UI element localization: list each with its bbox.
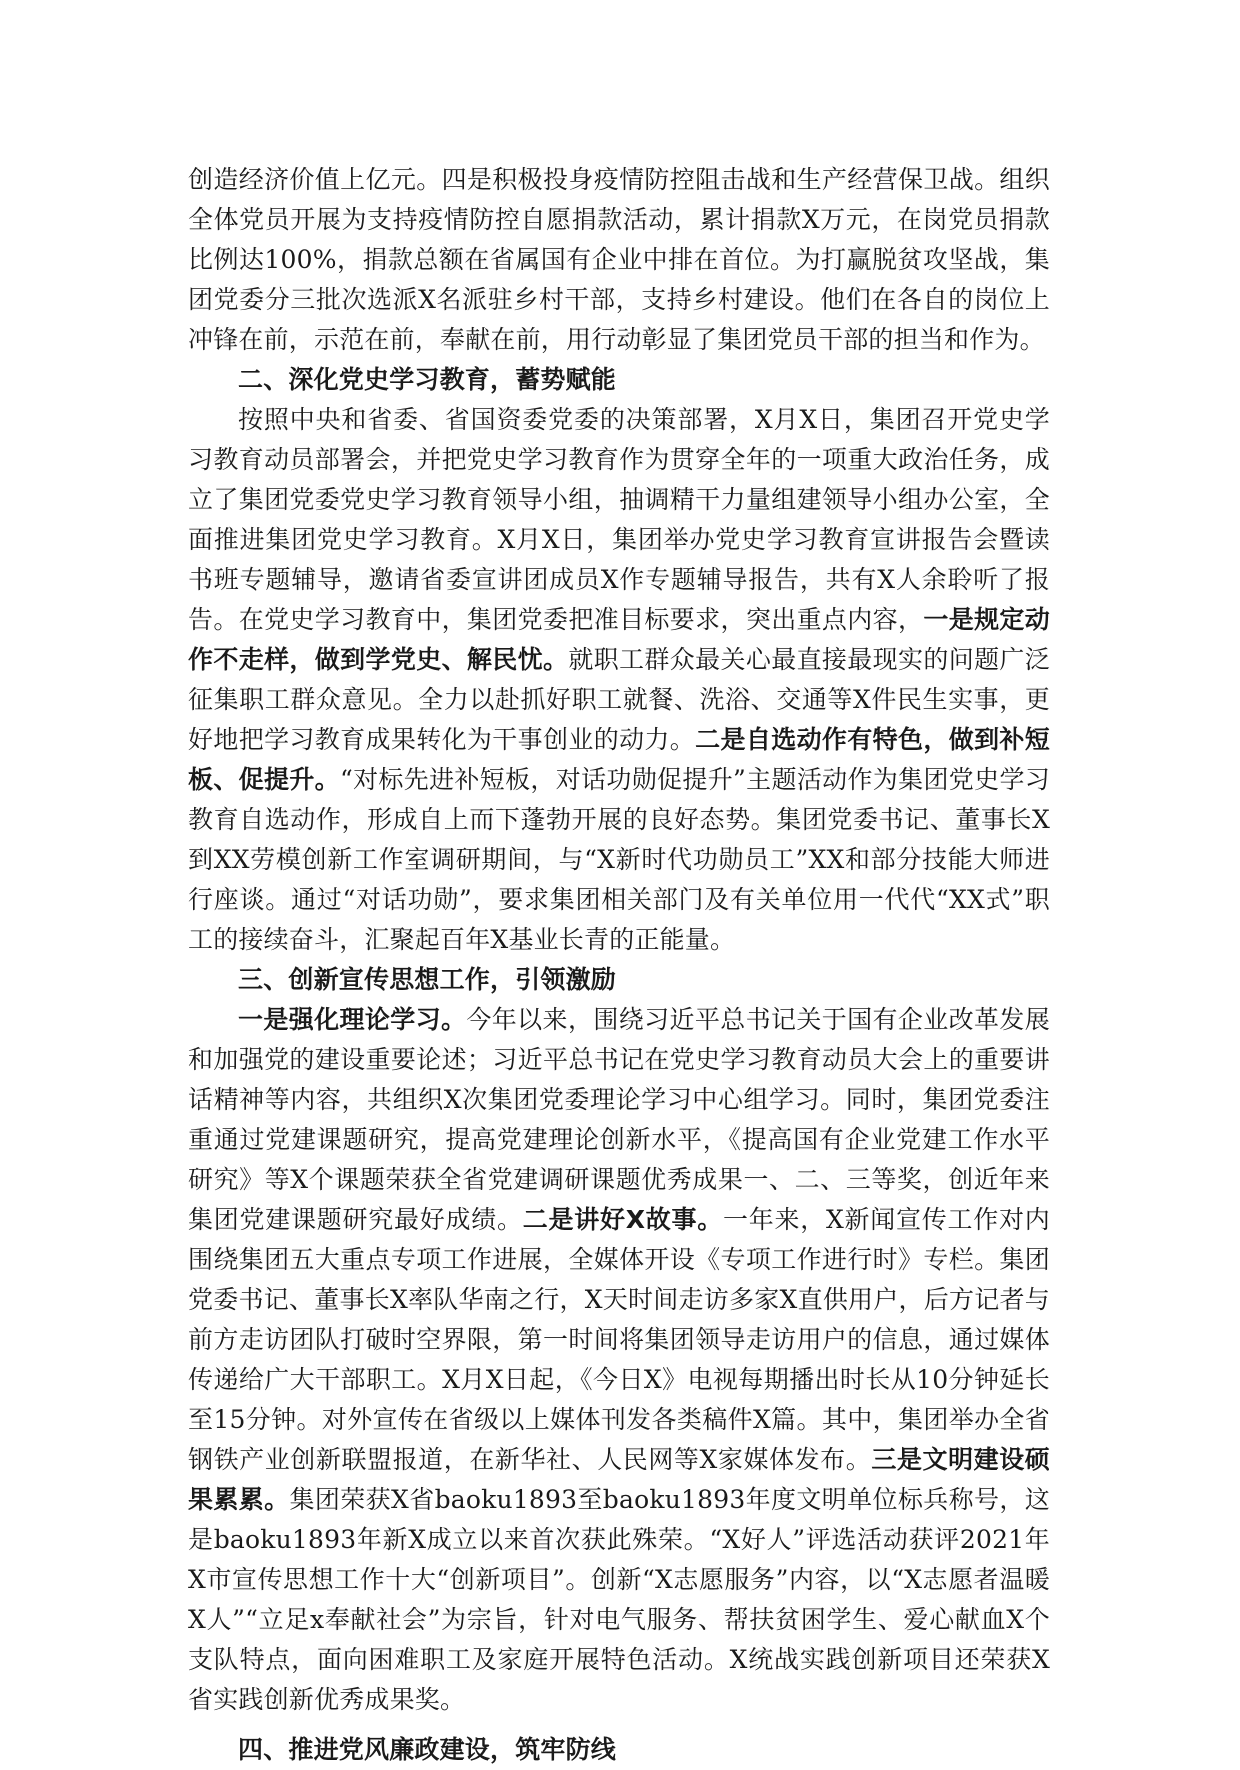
paragraph-section-2 <box>188 400 1050 960</box>
section-2-text-a: 按照中央和省委、省国资委党委的决策部署，X月X日，集团召开党史学习教育动员部署会，并把党史学习教育作为贯穿全年的一项重大政治任务，成立了集团党委党史学习教育领导小组，抽调精干力量组建领导小组办公室，全面推进集团党史学习教育。X月X日，集团举办党史学习教育宣讲报告会暨读书班专题辅导，邀请省委宣讲团成员X作专题辅导报告，共有X人余聆听了报告。在党史学习教育中，集团党委把准目标要求，突出重点内容， <box>188 405 1050 634</box>
paragraph-intro <box>188 160 1050 360</box>
section-2-point-2: 二是自选动作有特色，做到补短板、促提升。 <box>188 725 1050 794</box>
section-heading-2: 二、深化党史学习教育，蓄势赋能 <box>238 365 617 394</box>
paragraph-intro-text: 创造经济价值上亿元。四是积极投身疫情防控阻击战和生产经营保卫战。组织全体党员开展为支持疫情防控自愿捐款活动，累计捐款X万元，在岗党员捐款比例达100%，捐款总额在省属国有企业中排在首位。为打赢脱贫攻坚战，集团党委分三批次选派X名派驻乡村干部，支持乡村建设。他们在各自的岗位上冲锋在前，示范在前，奉献在前，用行动彰显了集团党员干部的担当和作为。 <box>188 165 1050 354</box>
section-3-point-3: 三是文明建设硕果累累。 <box>188 1445 1050 1514</box>
section-heading-3: 三、创新宣传思想工作，引领激励 <box>238 965 617 994</box>
section-heading-4: 四、推进党风廉政建设，筑牢防线 <box>238 1735 617 1764</box>
section-2-text-d: “对标先进补短板，对话功勋促提升”主题活动作为集团党史学习教育自选动作，形成自上而下蓬勃开展的良好态势。集团党委书记、董事长X到XX劳模创新工作室调研期间，与“X新时代功勋员工”XX和部分技能大师进行座谈。通过“对话功勋”，要求集团相关部门及有关单位用一代代“XX式”职工的接续奋斗，汇聚起百年X基业长青的正能量。 <box>188 765 1050 954</box>
section-2-point-1: 一是规定动作不走样，做到学党史、解民忧。 <box>188 605 1050 674</box>
section-3-text-a: 今年以来，围绕习近平总书记关于国有企业改革发展和加强党的建设重要论述；习近平总书记在党史学习教育动员大会上的重要讲话精神等内容，共组织X次集团党委理论学习中心组学习。同时，集团党委注重通过党建课题研究，提高党建理论创新水平，《提高国有企业党建工作水平研究》等X个课题荣获全省党建调研课题优秀成果一、二、三等奖，创近年来集团党建课题研究最好成绩。 <box>188 1005 1050 1234</box>
paragraph-section-3 <box>188 1000 1050 1720</box>
document-page <box>188 160 1050 1770</box>
section-3-text-c: 一年来，X新闻宣传工作对内围绕集团五大重点专项工作进展，全媒体开设《专项工作进行时》专栏。集团党委书记、董事长X率队华南之行，X天时间走访多家X直供用户，后方记者与前方走访团队打破时空界限，第一时间将集团领导走访用户的信息，通过媒体传递给广大干部职工。X月X日起，《今日X》电视每期播出时长从10分钟延长至15分钟。对外宣传在省级以上媒体刊发各类稿件X篇。其中，集团举办全省钢铁产业创新联盟报道，在新华社、人民网等X家媒体发布。 <box>188 1205 1050 1474</box>
section-2-text-c: 就职工群众最关心最直接最现实的问题广泛征集职工群众意见。全力以赴抓好职工就餐、洗浴、交通等X件民生实事，更好地把学习教育成果转化为干事创业的动力。 <box>188 645 1050 754</box>
section-3-point-2: 二是讲好X故事。 <box>522 1205 723 1234</box>
section-3-point-1: 一是强化理论学习。 <box>238 1005 467 1034</box>
section-3-text-d: 集团荣获X省baoku1893至baoku1893年度文明单位标兵称号，这是baoku1893年新X成立以来首次获此殊荣。“X好人”评选活动获评2021年X市宣传思想工作十大“创新项目”。创新“X志愿服务”内容，以“X志愿者温暖X人”“立足x奉献社会”为宗旨，针对电气服务、帮扶贫困学生、爱心献血X个支队特点，面向困难职工及家庭开展特色活动。X统战实践创新项目还荣获X省实践创新优秀成果奖。 <box>188 1485 1050 1714</box>
